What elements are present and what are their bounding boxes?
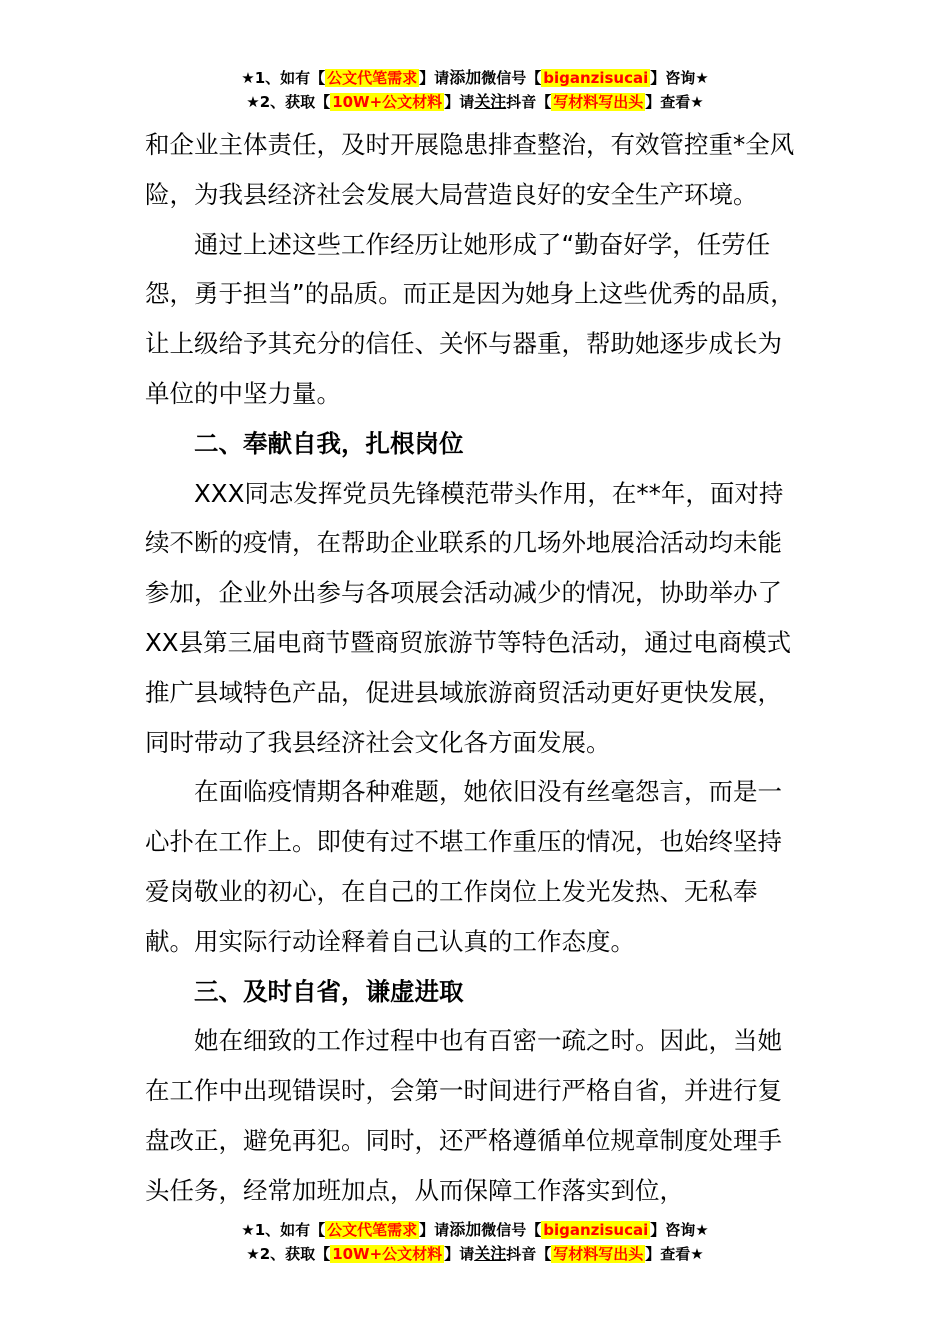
section-heading-2: 二、奉献自我，扎根岗位 [194, 428, 464, 458]
footer-line2-prefix: ★2、获取【 [246, 1245, 331, 1263]
follow-emphasis: 关注 [474, 1244, 507, 1263]
service-highlight: 公文代笔需求 [327, 69, 418, 87]
header-line2-mid1: 】请 [444, 93, 475, 111]
add-emphasis: 添加 [449, 68, 482, 87]
header-line1-suffix: 】咨询★ [650, 69, 709, 87]
paragraph-5: 她在细致的工作过程中也有百密一疏之时。因此，当她在工作中出现错误时，会第一时间进行严格自省，并进行复盘改正，避免再犯。同时，还严格遵循单位规章制度处理手头任务，经常加班加点，从而保障工作落实到位， [145, 1026, 782, 1205]
header-line2-suffix: 】查看★ [645, 93, 704, 111]
add-emphasis: 添加 [449, 1220, 482, 1239]
footer-line2-mid2: 抖音【 [506, 1245, 552, 1263]
section-heading-3: 三、及时自省，谦虚进取 [194, 976, 464, 1006]
paragraph-3: XXX同志发挥党员先锋模范带头作用，在**年，面对持续不断的疫情，在帮助企业联系的几场外地展洽活动均未能参加，企业外出参与各项展会活动减少的情况，协助举办了XX县第三届电商节暨商贸旅游节等特色活动，通过电商模式推广县域特色产品，促进县域旅游商贸活动更好更快发展，同时带动了我县经济社会文化各方面发展。 [145, 478, 792, 757]
follow-emphasis: 关注 [474, 92, 507, 111]
header-line2-mid2: 抖音【 [506, 93, 552, 111]
footer-banner [0, 1218, 950, 1266]
footer-line1-mid1: 】请 [419, 1221, 450, 1239]
footer-line1-mid2: 微信号【 [481, 1221, 542, 1239]
wechat-id-highlight: biganzisucai [543, 1221, 649, 1239]
wechat-id-highlight: biganzisucai [543, 69, 649, 87]
header-line2-prefix: ★2、获取【 [246, 93, 331, 111]
footer-line2-mid1: 】请 [444, 1245, 475, 1263]
paragraph-2: 通过上述这些工作经历让她形成了“勤奋好学，任劳任怨，勇于担当”的品质。而正是因为她身上这些优秀的品质，让上级给予其充分的信任、关怀与器重，帮助她逐步成长为单位的中坚力量。 [145, 229, 795, 408]
footer-line1-suffix: 】咨询★ [650, 1221, 709, 1239]
paragraph-4: 在面临疫情期各种难题，她依旧没有丝毫怨言，而是一心扑在工作上。即使有过不堪工作重压的情况，也始终坚持爱岗敬业的初心，在自己的工作岗位上发光发热、无私奉献。用实际行动诠释着自己认真的工作态度。 [145, 777, 782, 956]
paragraph-1: 和企业主体责任，及时开展隐患排查整治，有效管控重*全风险，为我县经济社会发展大局营造良好的安全生产环境。 [145, 130, 795, 209]
footer-line2-suffix: 】查看★ [645, 1245, 704, 1263]
document-body [145, 120, 805, 1216]
footer-line-2 [0, 1242, 950, 1266]
douyin-account-highlight: 写材料写出头 [553, 1245, 644, 1263]
materials-highlight: 10W+公文材料 [332, 93, 443, 111]
materials-highlight: 10W+公文材料 [332, 1245, 443, 1263]
douyin-account-highlight: 写材料写出头 [553, 93, 644, 111]
footer-line1-prefix: ★1、如有【 [241, 1221, 326, 1239]
header-line-1 [0, 66, 950, 90]
header-line1-prefix: ★1、如有【 [241, 69, 326, 87]
header-line1-mid2: 微信号【 [481, 69, 542, 87]
header-line1-mid1: 】请 [419, 69, 450, 87]
service-highlight: 公文代笔需求 [327, 1221, 418, 1239]
footer-line-1 [0, 1218, 950, 1242]
header-line-2 [0, 90, 950, 114]
header-banner [0, 66, 950, 114]
